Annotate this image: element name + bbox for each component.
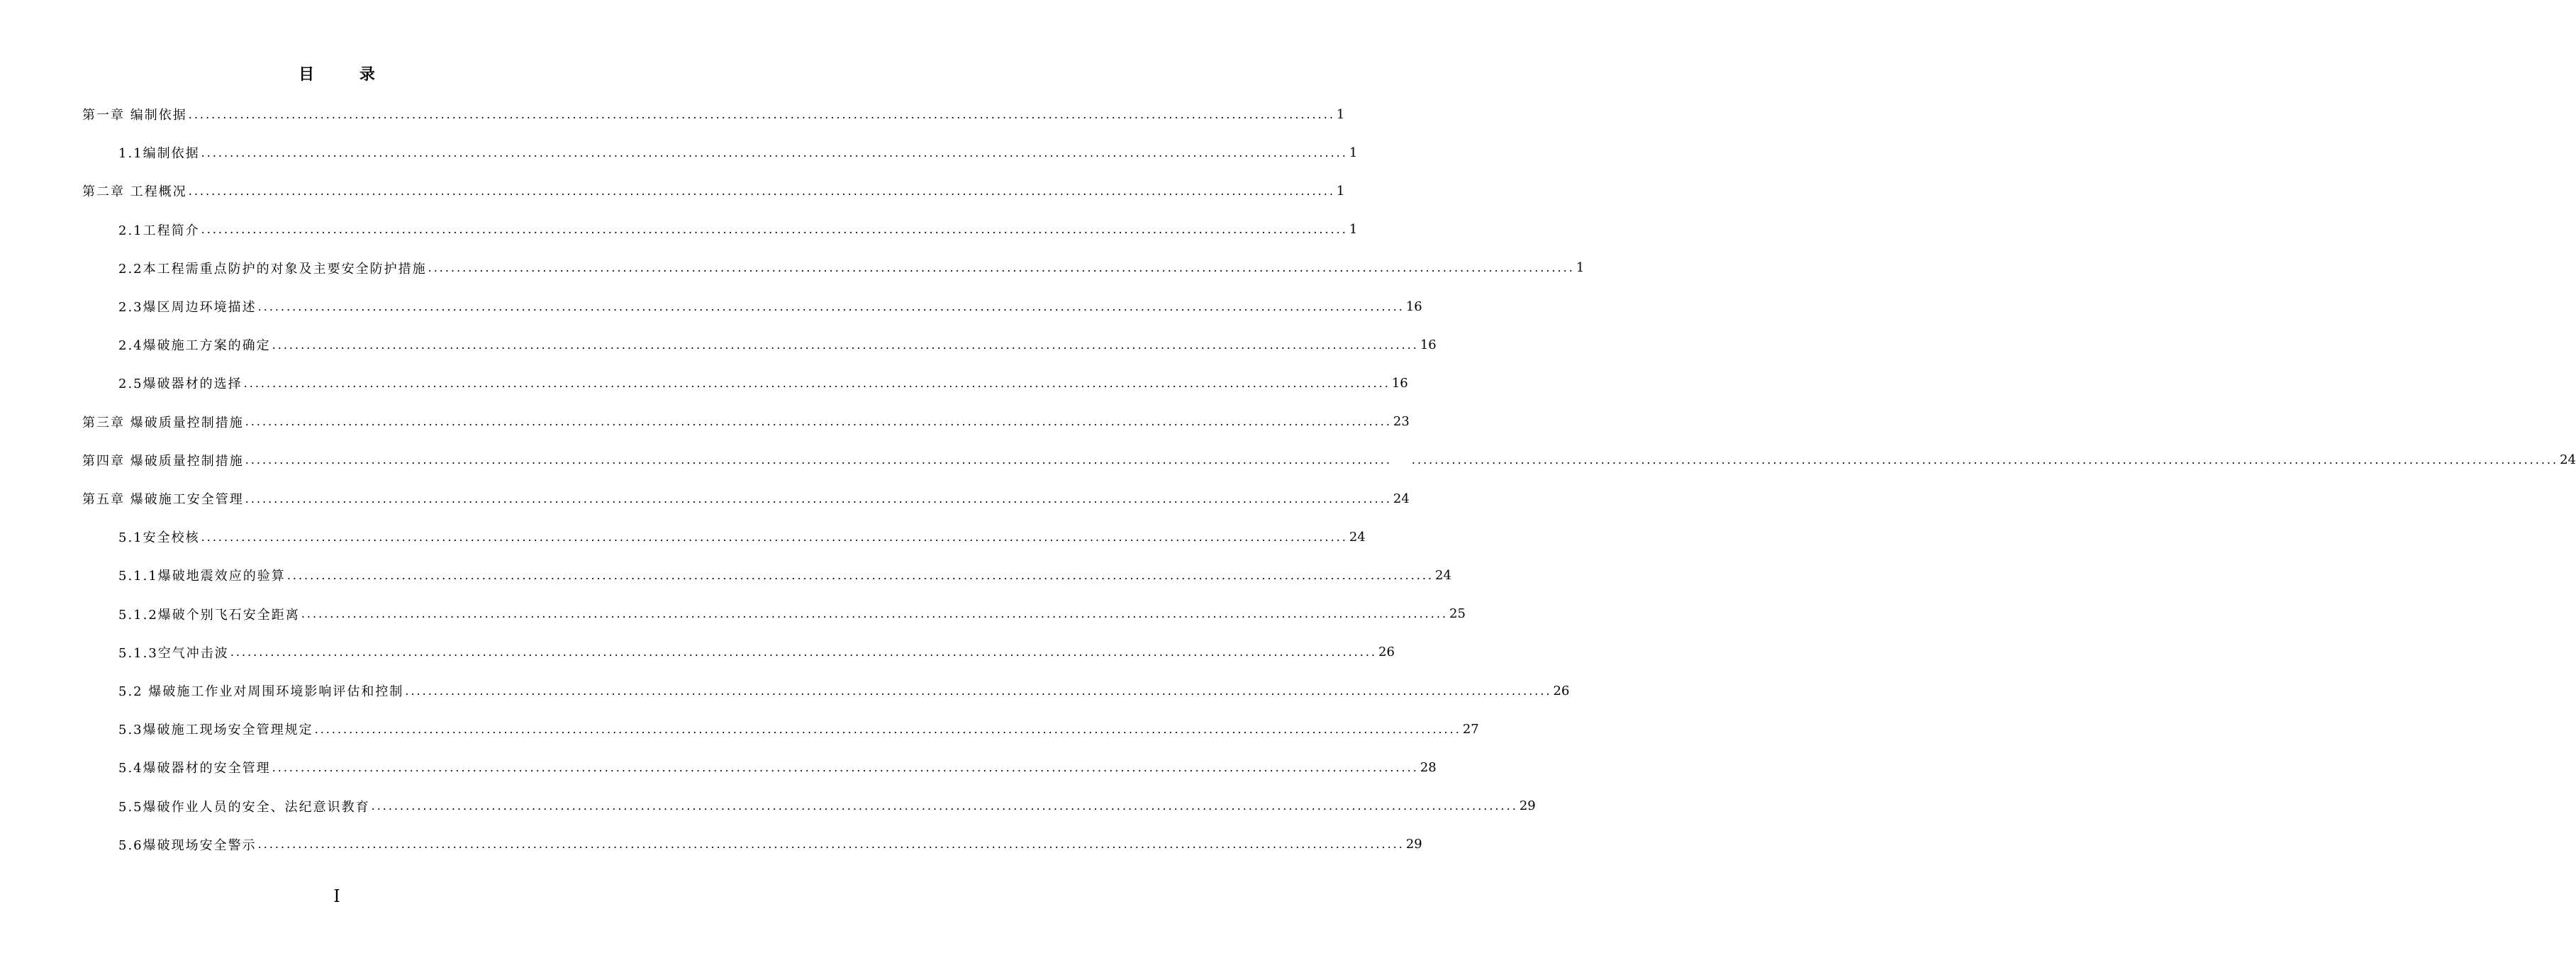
toc-entry-page: 1 — [1349, 145, 1358, 160]
toc-entry[interactable] — [118, 254, 1585, 282]
toc-entry-page: 26 — [1378, 645, 1395, 660]
toc-entry-label: 5.2 爆破施工作业对周围环境影响评估和控制 — [118, 684, 404, 699]
toc-entry[interactable] — [118, 715, 1479, 743]
toc-entry-label: 5.6爆破现场安全警示 — [118, 837, 257, 853]
toc-entry-label: 5.4爆破器材的安全管理 — [118, 761, 271, 776]
toc-entry-label: 5.1.3空气冲击波 — [118, 645, 229, 661]
dot-leader: ........................................................................................................................................................................................................ — [428, 261, 1575, 275]
toc-entry-label: 5.3爆破施工现场安全管理规定 — [118, 723, 313, 738]
dot-leader: ........................................................................................................................................................................................................ — [188, 107, 1335, 121]
dot-leader: ........................................................................................................................................................................................................ — [286, 568, 1434, 582]
dot-leader: ........................................................................................................................................................................................................ — [201, 145, 1348, 160]
toc-entry-label: 1.1编制依据 — [118, 146, 200, 162]
toc-entry-label: 第三章 爆破质量控制措施 — [82, 415, 244, 430]
dot-leader: ........................................................................................................................................................................................................ — [201, 223, 1348, 237]
toc-entry-page: 16 — [1405, 299, 1422, 314]
toc-entry-label: 2.1工程简介 — [118, 223, 200, 238]
toc-entry-page: 24 — [1349, 529, 1366, 545]
toc-entry[interactable] — [118, 292, 1422, 321]
toc-entry-label: 第四章 爆破质量控制措施 — [82, 453, 244, 469]
dot-leader: ........................................................................................................................................................................................................ — [314, 722, 1461, 736]
dot-leader: ........................................................................................................................................................................................................ — [201, 530, 1348, 544]
toc-entry[interactable] — [118, 753, 1437, 781]
toc-entry-page: 24 — [2560, 452, 2576, 468]
toc-entry-label: 第一章 编制依据 — [82, 108, 187, 123]
toc-entry-label: 5.1.2爆破个别飞石安全距离 — [118, 607, 300, 623]
toc-entry-page: 25 — [1449, 606, 1466, 622]
toc-entry-page: 24 — [1393, 491, 1410, 506]
dot-leader: ........................................................................................................................................................................................................ — [272, 760, 1419, 774]
toc-entry[interactable] — [82, 408, 1410, 436]
toc-entry[interactable] — [118, 638, 1395, 667]
toc-entry[interactable] — [82, 446, 2576, 474]
toc-entry-page: 27 — [1462, 721, 1479, 737]
toc-entry-page: 24 — [1435, 567, 1451, 583]
toc-entry-page: 23 — [1393, 414, 1410, 430]
toc-entry-page: 16 — [1391, 375, 1408, 391]
toc-entry-label: 2.4爆破施工方案的确定 — [118, 338, 271, 354]
toc-entry[interactable] — [82, 100, 1345, 128]
toc-entry[interactable] — [118, 676, 1570, 705]
toc-entry-label: 2.5爆破器材的选择 — [118, 377, 242, 392]
dot-leader: ........................................................................................................................................................................................................ — [371, 799, 1518, 813]
toc-entry-page: 29 — [1519, 798, 1536, 814]
dot-leader: ........................................................................................................................................................................................................ — [1411, 453, 2559, 467]
toc-entry[interactable] — [118, 523, 1366, 551]
toc-entry[interactable] — [118, 369, 1408, 397]
toc-entry-page: 1 — [1349, 222, 1358, 238]
dot-leader: ........................................................................................................................................................................................................ — [230, 645, 1377, 659]
toc-entry-page: 29 — [1405, 837, 1422, 852]
toc-entry-label: 5.1.1爆破地震效应的验算 — [118, 569, 286, 584]
toc-entry-page: 26 — [1553, 683, 1570, 698]
toc-entry-label: 第二章 工程概况 — [82, 184, 187, 200]
dot-leader: ........................................................................................................................................................................................................ — [301, 607, 1448, 621]
toc-entry-page: 1 — [1336, 183, 1345, 199]
dot-leader: ........................................................................................................................................................................................................ — [257, 299, 1405, 313]
toc-entry[interactable] — [118, 561, 1451, 589]
page-number: I — [333, 886, 340, 906]
toc-entry-label: 5.5爆破作业人员的安全、法纪意识教育 — [118, 799, 370, 815]
toc-entry[interactable] — [118, 330, 1437, 359]
toc-entry-label: 第五章 爆破施工安全管理 — [82, 492, 244, 507]
dot-leader: ........................................................................................................................................................................................................ — [405, 684, 1552, 698]
toc-entry[interactable] — [118, 792, 1536, 820]
dot-leader: ........................................................................................................................................................................................................ — [245, 453, 1392, 467]
toc-entry[interactable] — [82, 177, 1345, 205]
toc-entry[interactable] — [118, 138, 1358, 167]
toc-entry-page: 1 — [1336, 106, 1345, 122]
dot-leader: ........................................................................................................................................................................................................ — [245, 491, 1392, 506]
dot-leader: ........................................................................................................................................................................................................ — [272, 338, 1419, 352]
dot-leader: ........................................................................................................................................................................................................ — [243, 376, 1390, 390]
toc-entry-label: 2.3爆区周边环境描述 — [118, 300, 257, 315]
dot-leader: ........................................................................................................................................................................................................ — [245, 415, 1392, 429]
toc-entry-page: 16 — [1420, 337, 1437, 352]
dot-leader: ........................................................................................................................................................................................................ — [257, 837, 1405, 852]
dot-leader: ........................................................................................................................................................................................................ — [188, 184, 1335, 198]
toc-entry[interactable] — [82, 484, 1410, 513]
toc-entry-label: 2.2本工程需重点防护的对象及主要安全防护措施 — [118, 261, 427, 277]
toc-entry[interactable] — [118, 830, 1422, 859]
toc-entry[interactable] — [118, 216, 1358, 244]
toc-entry-page: 28 — [1420, 759, 1437, 775]
toc-entry-label: 5.1安全校核 — [118, 530, 200, 546]
toc-entry-page: 1 — [1576, 260, 1585, 276]
toc-entry[interactable] — [118, 600, 1466, 628]
toc-title: 目 录 — [299, 65, 395, 84]
